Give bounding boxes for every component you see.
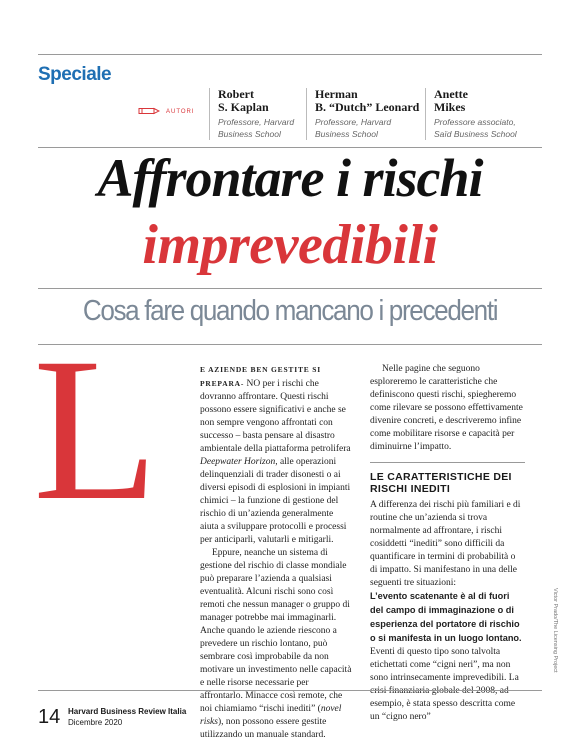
author-role: Professore associato, Saïd Business School (434, 117, 517, 139)
paragraph-italic: Deepwater Horizon (200, 457, 276, 467)
author-name: Herman B. “Dutch” Leonard (315, 87, 420, 114)
author-kaplan (209, 88, 294, 140)
page-number: 14 (38, 706, 61, 728)
paragraph-bold: L’evento scatenante è al di fuori del campo di immaginazione o di esperienza del portatore di rischio o si manifesta in un luogo lontano. (370, 591, 522, 643)
deck-rule (38, 288, 542, 289)
headline-line-1: Affrontare i rischi (97, 148, 483, 208)
paragraph-1 (200, 363, 353, 547)
authors-tag (138, 106, 195, 118)
paragraph-2 (200, 547, 353, 742)
author-name: Robert S. Kaplan (218, 87, 269, 114)
pen-icon (138, 106, 160, 118)
paragraph-lead: E AZIENDE BEN GESTITE SI PREPARA- (200, 365, 321, 388)
paragraph-text: NO per i rischi che dovranno affrontare. Questi rischi possono essere significativi e anche se non sempre vengono affrontati con successo – basta pensare al disastro ambientale della piattaforma petrolifera (200, 379, 351, 454)
author-leonard (306, 88, 419, 140)
author-mikes (425, 88, 517, 140)
author-role: Professore, Harvard Business School (218, 117, 295, 139)
author-role: Professore, Harvard Business School (315, 117, 392, 139)
headline-line-2: imprevedibili (142, 214, 438, 276)
paragraph-4: A differenza dei rischi più familiari e di routine che un’azienda si trova normalmente ad affrontare, i rischi cosiddetti “inediti” sono difficili da quantificare in termini di probabilità o di impatto. Si manifestano in una delle seguenti tre situazioni: (370, 500, 521, 588)
footer-rule (38, 690, 542, 691)
paragraph-text: Eppure, neanche un sistema di gestione del rischio di classe mondiale può preparare l’azienda a qualsiasi eventualità. Alcuni rischi sono così remoti che nessun manager o gruppo di manager potrebbe mai immaginarli. Anche quando le aziende riescono a prevedere un rischio lontano, può sembrare così improbabile da non motivare un investimento nelle capacità e nelle risorse necessarie per affrontarlo. Minacce così remote, che noi chiamiamo “rischi inediti” ( (200, 548, 352, 714)
paragraph-italic: novel risks (200, 704, 342, 727)
authors-label: AUTORI (166, 109, 195, 115)
issue-date: Dicembre 2020 (68, 718, 123, 727)
photo-credit: Victor Prado/The Licensing Project (552, 588, 558, 673)
author-name: Anette Mikes (434, 87, 468, 114)
publication-name: Harvard Business Review Italia (68, 707, 187, 716)
subhead: LE CARATTERISTICHE DEI RISCHI INEDITI (370, 462, 525, 495)
drop-cap-letter: L (33, 348, 159, 508)
paragraph-5 (370, 590, 525, 724)
body-rule (38, 344, 542, 345)
section-label: Speciale (38, 64, 112, 85)
body-column-2 (370, 363, 525, 724)
paragraph-text: Eventi di questo tipo sono talvolta etichettati come “cigni neri”, ma non sono intrinsecamente imprevedibili. La crisi finanziaria globale del 2008, ad esempio, è stata spesso descritta come un “cigno nero” (370, 647, 519, 722)
paragraph-text: , alle operazioni delinquenziali di trader disonesti o ai diversi episodi di esplosioni in impianti chimici – la funzione di gestione del rischio di un’azienda generalmente aiuta a sviluppare protocolli e processi per anticiparli, valutarli e mitigarli. (200, 457, 351, 545)
paragraph-text: ), non possono essere gestite utilizzando un manuale standard. (200, 717, 327, 740)
top-rule (38, 54, 542, 55)
paragraph-3: Nelle pagine che seguono esploreremo le caratteristiche che definiscono questi rischi, spiegheremo come rilevare se possono effettivamente divenire concreti, e descriveremo infine come mobilitare risorse e capacità per diminuirne l’impatto. (370, 364, 523, 452)
body-column-1 (200, 363, 353, 742)
drop-cap (33, 348, 165, 508)
deck: Cosa fare quando mancano i precedenti (82, 295, 498, 327)
